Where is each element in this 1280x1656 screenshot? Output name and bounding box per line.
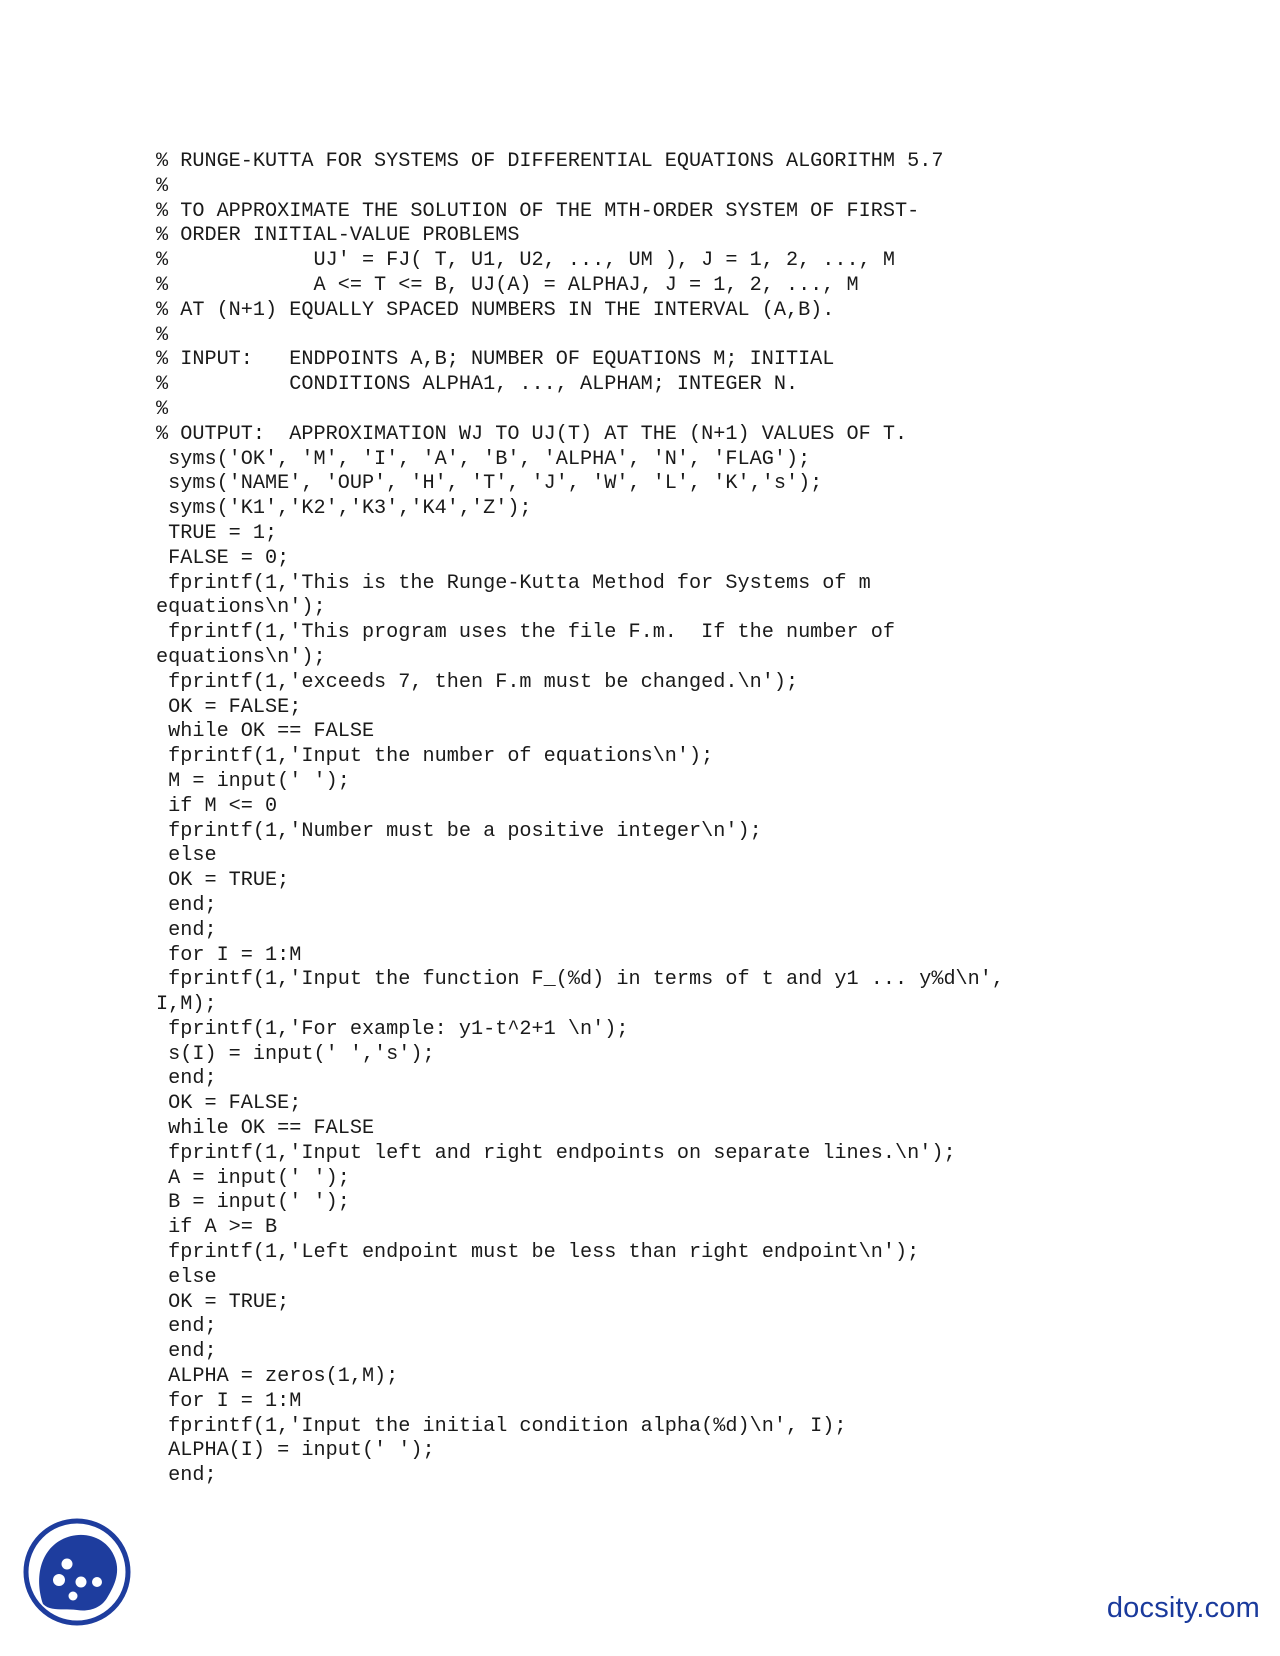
code-line: % ORDER INITIAL-VALUE PROBLEMS [156,224,520,248]
code-line: % [156,397,169,421]
code-line: OK = FALSE; [156,695,302,719]
docsity-brand-link[interactable]: docsity.com [1106,1592,1260,1624]
code-listing [156,150,1256,1489]
code-line: % [156,323,169,347]
code-line: equations\n'); [156,645,326,669]
code-line: fprintf(1,'Input left and right endpoints on separate lines.\n'); [156,1141,956,1165]
code-line: % INPUT: ENDPOINTS A,B; NUMBER OF EQUATIONS M; INITIAL [156,348,835,372]
code-line: fprintf(1,'Number must be a positive integer\n'); [156,819,762,843]
code-line: end; [156,893,217,917]
code-line: end; [156,1340,217,1364]
code-line: OK = TRUE; [156,869,290,893]
code-line: syms('K1','K2','K3','K4','Z'); [156,497,532,521]
code-line: end; [156,918,217,942]
code-line: end; [156,1464,217,1488]
code-line: FALSE = 0; [156,546,290,570]
code-line: fprintf(1,'Input the number of equations\n'); [156,745,714,769]
code-line: end; [156,1067,217,1091]
code-line: TRUE = 1; [156,521,278,545]
code-line: fprintf(1,'Left endpoint must be less than right endpoint\n'); [156,1241,920,1265]
code-line: % A <= T <= B, UJ(A) = ALPHAJ, J = 1, 2, ..., M [156,273,859,297]
code-line: % CONDITIONS ALPHA1, ..., ALPHAM; INTEGER N. [156,373,799,397]
code-line: s(I) = input(' ','s'); [156,1042,435,1066]
code-line: for I = 1:M [156,1389,302,1413]
code-line: if M <= 0 [156,794,278,818]
code-line: end; [156,1315,217,1339]
code-line: fprintf(1,'This is the Runge-Kutta Method for Systems of m [156,571,871,595]
code-line: A = input(' '); [156,1166,350,1190]
code-line: while OK == FALSE [156,1117,375,1141]
code-line: % OUTPUT: APPROXIMATION WJ TO UJ(T) AT THE (N+1) VALUES OF T. [156,422,908,446]
code-line: fprintf(1,'This program uses the file F.m. If the number of [156,621,895,645]
code-line: fprintf(1,'exceeds 7, then F.m must be changed.\n'); [156,670,799,694]
code-line: if A >= B [156,1216,278,1240]
code-line: M = input(' '); [156,769,350,793]
code-line: ALPHA = zeros(1,M); [156,1365,399,1389]
code-line: while OK == FALSE [156,720,375,744]
code-line: % AT (N+1) EQUALLY SPACED NUMBERS IN THE INTERVAL (A,B). [156,298,835,322]
code-line: fprintf(1,'For example: y1-t^2+1 \n'); [156,1017,629,1041]
code-line: for I = 1:M [156,943,302,967]
code-line: % [156,174,169,198]
code-line: fprintf(1,'Input the initial condition alpha(%d)\n', I); [156,1414,847,1438]
code-line: I,M); [156,993,217,1017]
code-line: syms('OK', 'M', 'I', 'A', 'B', 'ALPHA', 'N', 'FLAG'); [156,447,811,471]
code-line: OK = TRUE; [156,1290,290,1314]
code-line: else [156,1265,217,1289]
code-line: % UJ' = FJ( T, U1, U2, ..., UM ), J = 1, 2, ..., M [156,249,895,273]
code-line: B = input(' '); [156,1191,350,1215]
code-line: % TO APPROXIMATE THE SOLUTION OF THE MTH-ORDER SYSTEM OF FIRST- [156,199,920,223]
code-line: OK = FALSE; [156,1092,302,1116]
docsity-logo-icon[interactable] [21,1516,133,1628]
code-line: % RUNGE-KUTTA FOR SYSTEMS OF DIFFERENTIAL EQUATIONS ALGORITHM 5.7 [156,150,944,173]
code-line: else [156,844,217,868]
code-line: syms('NAME', 'OUP', 'H', 'T', 'J', 'W', 'L', 'K','s'); [156,472,823,496]
code-line: equations\n'); [156,596,326,620]
code-line: ALPHA(I) = input(' '); [156,1439,435,1463]
code-line: fprintf(1,'Input the function F_(%d) in terms of t and y1 ... y%d\n', [156,968,1005,992]
